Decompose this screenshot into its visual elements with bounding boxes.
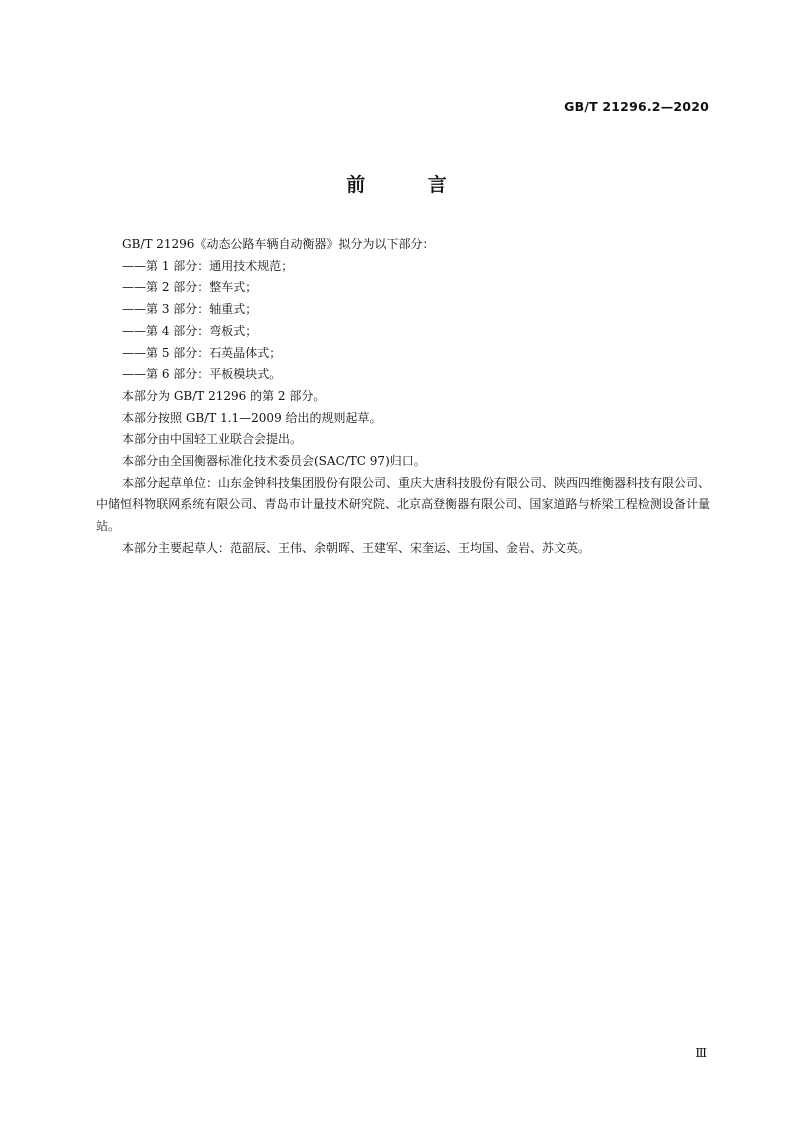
paragraph-part-statement: 本部分为 GB/T 21296 的第 2 部分。 bbox=[122, 388, 326, 403]
page-number: Ⅲ bbox=[695, 1046, 707, 1060]
paragraph-intro: GB/T 21296《动态公路车辆自动衡器》拟分为以下部分： bbox=[122, 237, 435, 251]
list-item-part-5: ——第 5 部分：石英晶体式； bbox=[122, 345, 282, 360]
paragraph-drafters: 本部分主要起草人：范韶辰、王伟、余朝晖、王建军、宋奎运、王均国、金岩、苏文英。 bbox=[122, 540, 591, 555]
foreword-body bbox=[96, 234, 710, 560]
list-item-part-6: ——第 6 部分：平板模块式。 bbox=[122, 367, 282, 382]
list-item-part-3: ——第 3 部分：轴重式； bbox=[122, 302, 258, 317]
paragraph-drafting-units: 本部分起草单位：山东金钟科技集团股份有限公司、重庆大唐科技股份有限公司、陕西四维衡器科技有限公司、中储恒科物联网系统有限公司、青岛市计量技术研究院、北京高登衡器有限公司、国家道路与桥梁工程检测设备计量站。 bbox=[96, 475, 711, 534]
paragraph-committee: 本部分由全国衡器标准化技术委员会(SAC/TC 97)归口。 bbox=[122, 454, 426, 469]
page-title: 前 言 bbox=[346, 174, 475, 196]
document-code: GB/T 21296.2—2020 bbox=[564, 99, 709, 114]
list-item-part-4: ——第 4 部分：弯板式； bbox=[122, 323, 258, 338]
list-item-part-2: ——第 2 部分：整车式； bbox=[122, 280, 258, 295]
list-item-part-1: ——第 1 部分：通用技术规范； bbox=[122, 258, 294, 273]
paragraph-drafting-rules: 本部分按照 GB/T 1.1—2009 给出的规则起草。 bbox=[122, 410, 382, 425]
paragraph-proposer: 本部分由中国轻工业联合会提出。 bbox=[122, 432, 303, 447]
